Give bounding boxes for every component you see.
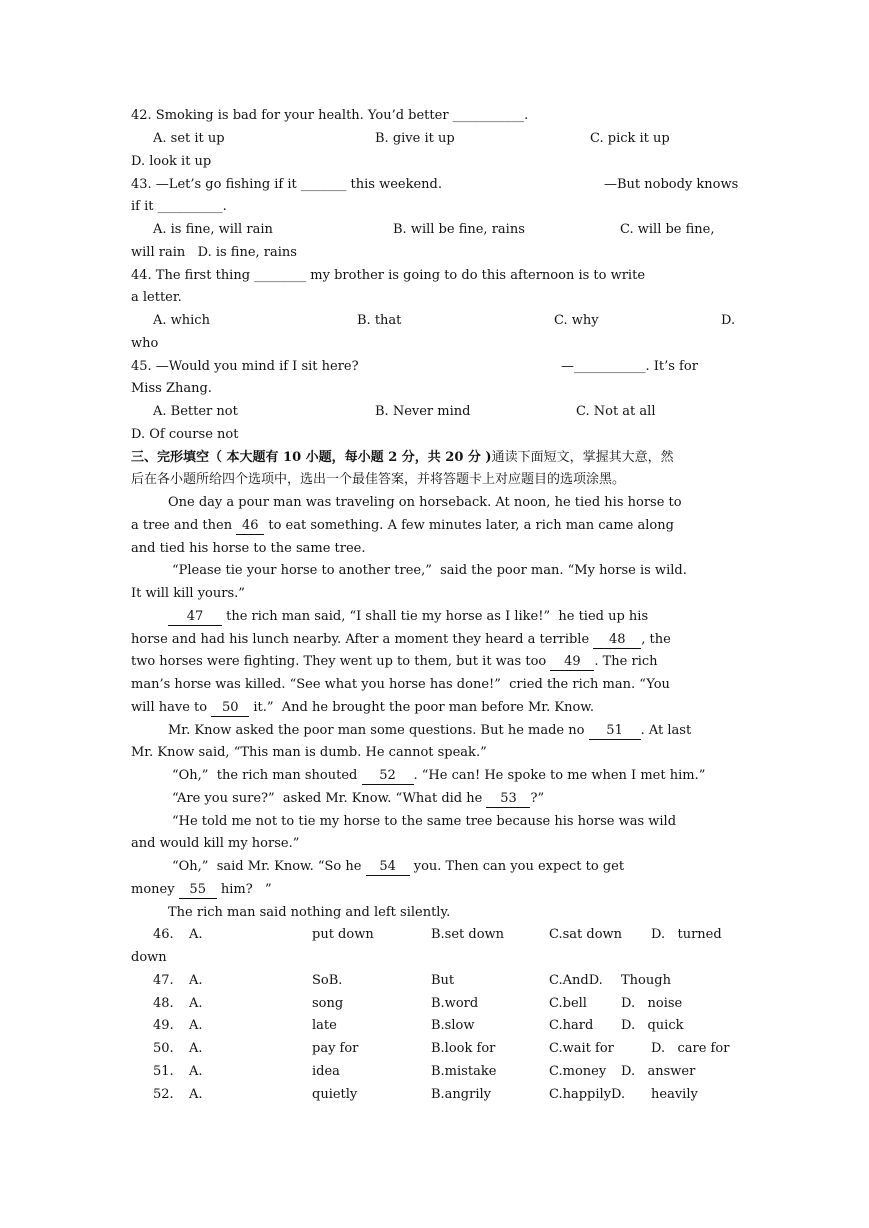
blank-47: 47 (168, 609, 222, 626)
question-43-stem-cont: if it __________. (131, 199, 227, 214)
q43-option-a: A. is fine, will rain (153, 222, 273, 237)
blank-46: 46 (236, 518, 264, 535)
section-3-title: 三、完形填空（ 本大题有 10 小题，每小题 2 分，共 20 分 ) (131, 450, 492, 465)
q43-option-b: B. will be fine, rains (393, 222, 525, 237)
answer-c: C.AndD. (549, 973, 603, 988)
question-44-stem-cont: a letter. (131, 290, 182, 305)
passage-line: 47 the rich man said, “I shall tie my horse as I like!” he tied up his (168, 609, 648, 626)
q42-option-a: A. set it up (153, 131, 225, 146)
blank-54: 54 (366, 859, 410, 876)
blank-50: 50 (211, 700, 249, 717)
passage-line: and would kill my horse.” (131, 836, 300, 851)
answer-b: B.look for (431, 1041, 496, 1056)
answer-b: B.set down (431, 927, 505, 942)
question-43-reply: —But nobody knows (604, 177, 739, 192)
q44-option-d-cont: who (131, 336, 159, 351)
passage-line: horse and had his lunch nearby. After a moment they heard a terrible 48 , the (131, 632, 671, 647)
answer-c: C.happilyD. (549, 1087, 626, 1102)
answer-number: 48. (153, 996, 174, 1011)
answer-b: But (431, 973, 455, 988)
q43-options-cont: will rain D. is fine, rains (131, 245, 297, 260)
answer-d: D. care for (651, 1041, 730, 1056)
question-44-stem: 44. The first thing ________ my brother is going to do this afternoon is to write (131, 268, 646, 283)
answer-d: D. answer (621, 1064, 696, 1079)
answer-b: B.mistake (431, 1064, 497, 1079)
q42-option-d: D. look it up (131, 154, 212, 169)
answer-b: B.slow (431, 1018, 475, 1033)
q44-option-c: C. why (554, 313, 599, 328)
answer-a-label: A. (189, 1087, 203, 1102)
q45-option-c: C. Not at all (576, 404, 656, 419)
question-43-stem: 43. —Let’s go fishing if it _______ this weekend. (131, 177, 442, 192)
answer-c: C.hard (549, 1018, 594, 1033)
passage-line: It will kill yours.” (131, 586, 245, 601)
answer-a-label: A. (189, 1041, 203, 1056)
passage-line: will have to 50 it.” And he brought the poor man before Mr. Know. (131, 700, 594, 715)
answer-a-label: A. (189, 927, 203, 942)
blank-53: 53 (486, 791, 530, 808)
passage-line: “Please tie your horse to another tree,” said the poor man. “My horse is wild. (172, 563, 687, 578)
q43-option-c: C. will be fine, (620, 222, 715, 237)
blank-51: 51 (589, 723, 641, 740)
answer-b: B.word (431, 996, 479, 1011)
answer-a-text: pay for (312, 1041, 359, 1056)
answer-d: D. quick (621, 1018, 684, 1033)
answer-c: C.bell (549, 996, 587, 1011)
blank-48: 48 (593, 632, 641, 649)
section-3-heading (131, 450, 674, 466)
blank-52: 52 (362, 768, 414, 785)
blank-55: 55 (179, 882, 217, 899)
answer-number: 46. (153, 927, 174, 942)
passage-line: Mr. Know said, “This man is dumb. He cannot speak.” (131, 745, 487, 760)
q44-option-d: D. (721, 313, 736, 328)
passage-line: “Oh,” said Mr. Know. “So he 54 you. Then can you expect to get (172, 859, 625, 874)
answer-a-label: A. (189, 1018, 203, 1033)
question-45-stem-cont: Miss Zhang. (131, 381, 212, 396)
answer-a-text: late (312, 1018, 337, 1033)
answer-number: 52. (153, 1087, 174, 1102)
answer-d: Though (621, 973, 671, 988)
answer-c: C.wait for (549, 1041, 614, 1056)
answer-a-text: idea (312, 1064, 340, 1079)
q45-option-b: B. Never mind (375, 404, 471, 419)
answer-a-text: song (312, 996, 344, 1011)
q44-option-a: A. which (153, 313, 210, 328)
passage-line: The rich man said nothing and left silently. (168, 905, 451, 920)
section-3-instruction: 通读下面短文，掌握其大意，然 (491, 450, 674, 465)
question-45-reply: —___________. It’s for (561, 359, 698, 374)
answer-number: 50. (153, 1041, 174, 1056)
answer-b: B.angrily (431, 1087, 492, 1102)
question-42-stem: 42. Smoking is bad for your health. You’d better ___________. (131, 108, 529, 123)
answer-d-cont: down (131, 950, 167, 965)
q44-option-b: B. that (357, 313, 402, 328)
passage-line: and tied his horse to the same tree. (131, 541, 366, 556)
passage-line: “He told me not to tie my horse to the same tree because his horse was wild (172, 814, 677, 829)
answer-number: 47. (153, 973, 174, 988)
answer-a-label: A. (189, 1064, 203, 1079)
answer-number: 51. (153, 1064, 174, 1079)
q45-option-a: A. Better not (153, 404, 238, 419)
answer-a-text: quietly (312, 1087, 358, 1102)
answer-d: heavily (651, 1087, 698, 1102)
section-3-instruction-cont: 后在各小题所给四个选项中，选出一个最佳答案，并将答题卡上对应题目的选项涂黑。 (131, 472, 626, 487)
passage-line: money 55 him? ” (131, 882, 272, 897)
answer-d: D. noise (621, 996, 683, 1011)
passage-line: “Oh,” the rich man shouted 52 . “He can! He spoke to me when I met him.” (172, 768, 706, 783)
blank-49: 49 (550, 654, 594, 671)
answer-a-label: A. (189, 996, 203, 1011)
answer-number: 49. (153, 1018, 174, 1033)
answer-a-text: SoB. (312, 973, 343, 988)
passage-line: two horses were fighting. They went up to them, but it was too 49 . The rich (131, 654, 658, 669)
passage-line: Mr. Know asked the poor man some questions. But he made no 51 . At last (168, 723, 692, 738)
answer-c: C.sat down (549, 927, 623, 942)
q45-option-d: D. Of course not (131, 427, 239, 442)
q42-option-b: B. give it up (375, 131, 455, 146)
question-45-stem: 45. —Would you mind if I sit here? (131, 359, 359, 374)
answer-d: D. turned (651, 927, 722, 942)
answer-a-label: A. (189, 973, 203, 988)
answer-a-text: put down (312, 927, 374, 942)
answer-c: C.money (549, 1064, 607, 1079)
passage-line: “Are you sure?” asked Mr. Know. “What did he 53 ?” (172, 791, 545, 806)
passage-line: a tree and then 46 to eat something. A few minutes later, a rich man came along (131, 518, 674, 533)
passage-line: One day a pour man was traveling on horseback. At noon, he tied his horse to (168, 495, 682, 510)
passage-line: man’s horse was killed. “See what you horse has done!” cried the rich man. “You (131, 677, 670, 692)
q42-option-c: C. pick it up (590, 131, 670, 146)
